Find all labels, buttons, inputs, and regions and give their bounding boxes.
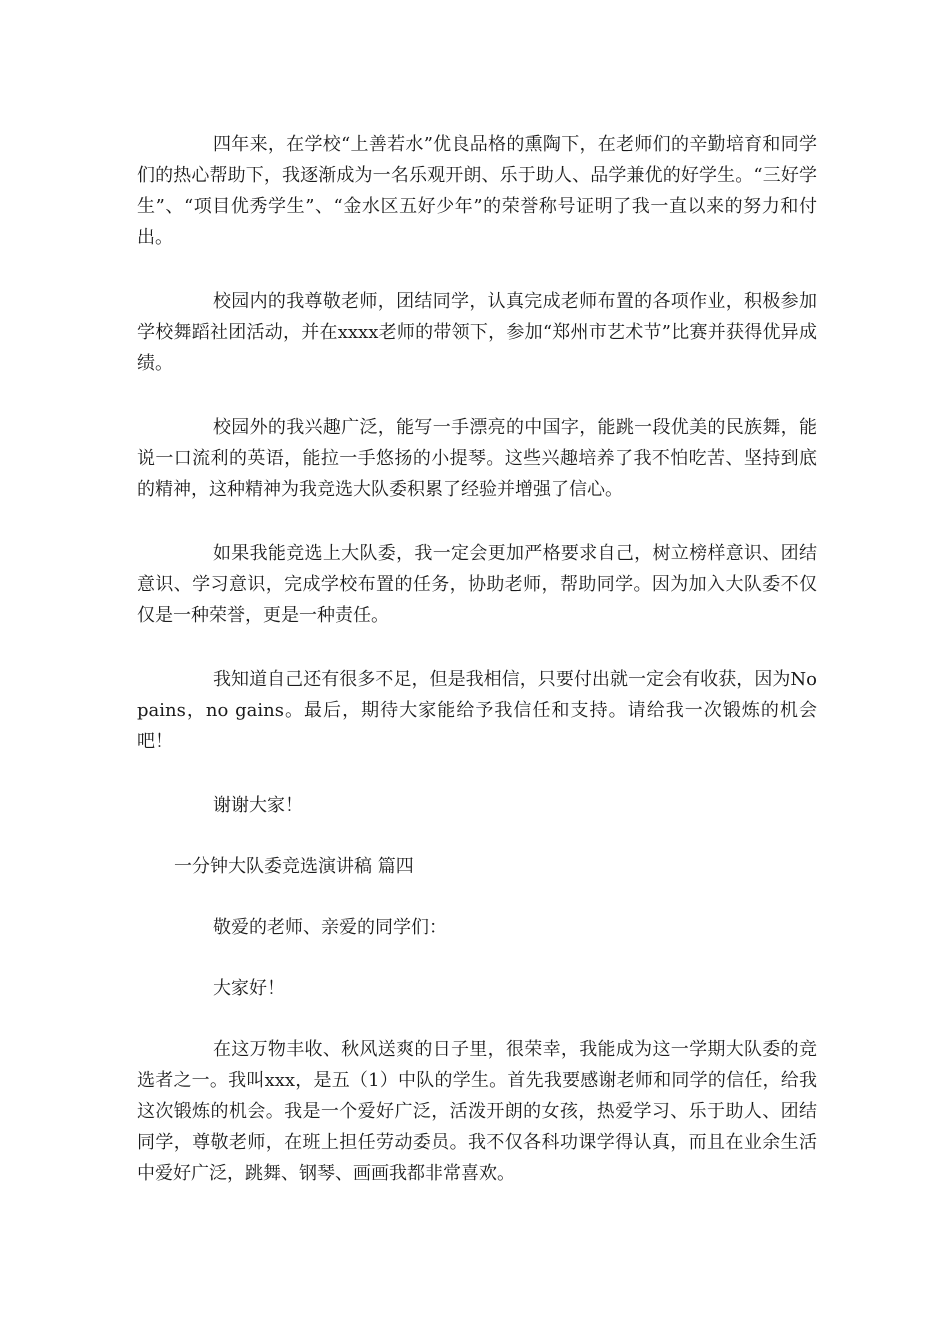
paragraph-off-campus: 校园外的我兴趣广泛，能写一手漂亮的中国字，能跳一段优美的民族舞，能说一口流利的英语，能拉一手悠扬的小提琴。这些兴趣培养了我不怕吃苦、坚持到底的精神，这种精神为我竞选大队委积累了经验并增强了信心。 (137, 417, 817, 500)
section-heading: 一分钟大队委竞选演讲稿 篇四 (174, 856, 414, 877)
paragraph-achievements: 四年来，在学校“上善若水”优良品格的熏陶下，在老师们的辛勤培育和同学们的热心帮助下，我逐渐成为一名乐观开朗、乐于助人、品学兼优的好学生。“三好学生”、“项目优秀学生”、“金水区五好少年”的荣誉称号证明了我一直以来的努力和付出。 (137, 134, 817, 248)
paragraph-introduction: 在这万物丰收、秋风送爽的日子里，很荣幸，我能成为这一学期大队委的竞选者之一。我叫xxx，是五（1）中队的学生。首先我要感谢老师和同学的信任，给我这次锻炼的机会。我是一个爱好广泛，活泼开朗的女孩，热爱学习、乐于助人、团结同学，尊敬老师，在班上担任劳动委员。我不仅各科功课学得认真，而且在业余生活中爱好广泛，跳舞、钢琴、画画我都非常喜欢。 (137, 1039, 817, 1184)
paragraph-on-campus: 校园内的我尊敬老师，团结同学，认真完成老师布置的各项作业，积极参加学校舞蹈社团活动，并在xxxx老师的带领下，参加“郑州市艺术节”比赛并获得优异成绩。 (137, 291, 817, 374)
salutation-line: 敬爱的老师、亲爱的同学们： (213, 917, 447, 938)
greeting-line: 大家好！ (213, 978, 285, 999)
document-body (137, 129, 817, 1222)
thanks-line: 谢谢大家！ (213, 795, 303, 816)
paragraph-commitment: 如果我能竞选上大队委，我一定会更加严格要求自己，树立榜样意识、团结意识、学习意识，完成学校布置的任务，协助老师，帮助同学。因为加入大队委不仅仅是一种荣誉，更是一种责任。 (137, 543, 817, 626)
paragraph-closing: 我知道自己还有很多不足，但是我相信，只要付出就一定会有收获，因为No pains，no gains。最后，期待大家能给予我信任和支持。请给我一次锻炼的机会吧！ (137, 669, 817, 752)
